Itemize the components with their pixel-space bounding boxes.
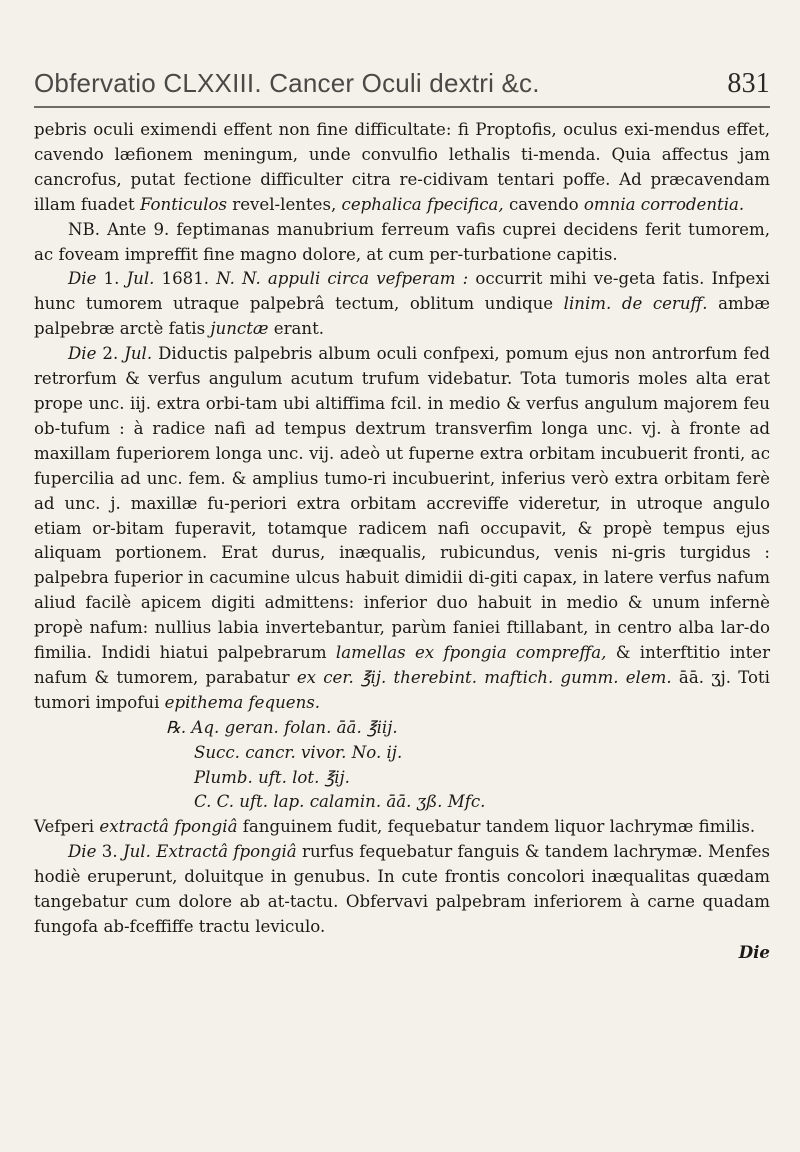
prescription-line: C. C. uft. lap. calamin. āā. ʒß. Mfc. — [194, 792, 486, 812]
prescription-line: ℞. Aq. geran. folan. āā. ℥iij. — [166, 717, 398, 737]
paragraph-day-1 — [34, 267, 770, 342]
text-run: ambæ palpebræ arctè fatis — [34, 294, 770, 339]
paragraph-day-3 — [34, 840, 770, 940]
italic-run: Jul. — [126, 269, 155, 289]
text-run: 2. — [102, 344, 119, 364]
text-run: 1. — [103, 269, 120, 289]
running-title: Obfervatio CLXXIII. Cancer Oculi dextri &c. — [34, 68, 540, 98]
body-text — [34, 118, 770, 716]
text-run: NB. Ante 9. feptimanas manubrium ferreum vafis cuprei decidens ferit tumorem, ac foveam impreffit fine magno dolore, at cum per-turbatione capitis. — [34, 219, 770, 264]
text-run: & interftitio inter nafum & tumorem, parabatur — [34, 643, 771, 687]
italic-run: ex cer. ℥ij. therebint. maftich. gumm. elem. — [296, 667, 672, 687]
paragraph-1 — [34, 118, 770, 218]
italic-run: epithema fequens. — [164, 692, 321, 712]
italic-run: omnia corrodentia. — [583, 194, 745, 214]
italic-run: lamellas ex fpongia compreffa, — [335, 643, 607, 663]
text-run: revel-lentes, — [232, 194, 337, 214]
prescription — [34, 716, 770, 816]
text-run: erant. — [273, 319, 325, 339]
text-run: āā. ʒj. Toti tumori impofui — [34, 667, 770, 712]
text-run: Vefperi — [34, 817, 95, 837]
italic-run: Die — [68, 344, 97, 364]
italic-run: N. N. appuli circa vefperam : — [216, 269, 469, 289]
text-run: fanguinem fudit, fequebatur tandem liquor lachrymæ fimilis. — [242, 817, 756, 837]
text-run: 1681. — [161, 269, 210, 289]
italic-run: junctæ — [210, 319, 269, 339]
catchword: Die — [738, 941, 770, 962]
body-text-continued — [34, 815, 770, 964]
italic-run: Die — [68, 269, 97, 289]
text-run: rurfus fequebatur fanguis & tandem lachrymæ. Menfes hodiè eruperunt, doluitque in genubus. In cute frontis concolori inæqualitas quædam tangebatur cum dolore ab at-tactu. Obfervavi palpebram inferiorem à carne quadam fungofa ab-fceffiffe tractu leviculo. — [34, 842, 770, 936]
italic-run: cephalica fpecifica, — [341, 194, 504, 214]
text-run: cavendo — [508, 194, 579, 214]
italic-run: extractâ fpongiâ — [99, 817, 238, 837]
italic-run: Jul. Extractâ fpongiâ — [122, 842, 297, 862]
text-run: occurrit mihi ve-geta fatis. Infpexi hunc tumorem utraque palpebrâ tectum, oblitum undique — [34, 269, 770, 314]
text-run: pebris oculi eximendi effent non fine difficultate: fi Proptofis, oculus exi-mendus effet, cavendo læfionem meningum, unde convulfio lethalis ti-menda. Quia affectus jam cancrofus, putat fectione difficulter citra re-cidivam tentari poffe. Ad præcavendam illam fuadet — [34, 120, 770, 214]
paragraph-nb — [34, 218, 770, 268]
paragraph-day-2 — [34, 342, 770, 716]
prescription-line: Succ. cancr. vivor. No. ij. — [194, 742, 403, 762]
text-run: Diductis palpebris album oculi confpexi, pomum ejus non antrorfum fed retrorfum & verfus angulum acutum trufum videbatur. Tota tumoris moles alta erat prope unc. iij. extra orbi-tam ubi altiffima fcil. in medio & verfus angulum majorem feu ob-tufum : à radice nafi ad tempus dextrum transverfim longa unc. vj. à fronte ad maxillam fuperiorem longa unc. vij. adeò ut fuperne extra orbitam incubuerit fronti, ac fupercilia ad unc. fem. & amplius tumo-ri incubuerint, inferius verò extra orbitam ferè ad unc. j. maxillæ fu-periori extra orbitam accreviffe videretur, in utroque angulo etiam or-bitam fuperavit, totamque radicem nafi occupavit, & propè tempus ejus aliquam portionem. Erat durus, inæqualis, rubicundus, venis ni-gris turgidus : palpebra fuperior in cacumine ulcus habuit dimidii di-giti capax, in latere verfus nafum aliud facilè apicem digiti admittens: inferior duo habuit in medio & unum infernè propè nafum: nullius labia invertebantur, parùm faniei ftillabant, in centro alba lar-do fimilia. Indidi hiatui palpebrarum — [34, 344, 770, 663]
prescription-line: Plumb. uft. lot. ℥ij. — [194, 767, 350, 787]
italic-run: Fonticulos — [139, 194, 228, 214]
text-run: 3. — [101, 842, 118, 862]
italic-run: linim. de ceruff. — [563, 294, 708, 314]
italic-run: Jul. — [124, 344, 153, 364]
italic-run: Die — [68, 842, 97, 862]
running-header — [34, 68, 770, 100]
header-rule — [34, 106, 770, 108]
paragraph-evening — [34, 815, 770, 840]
page-number: 831 — [727, 68, 770, 99]
